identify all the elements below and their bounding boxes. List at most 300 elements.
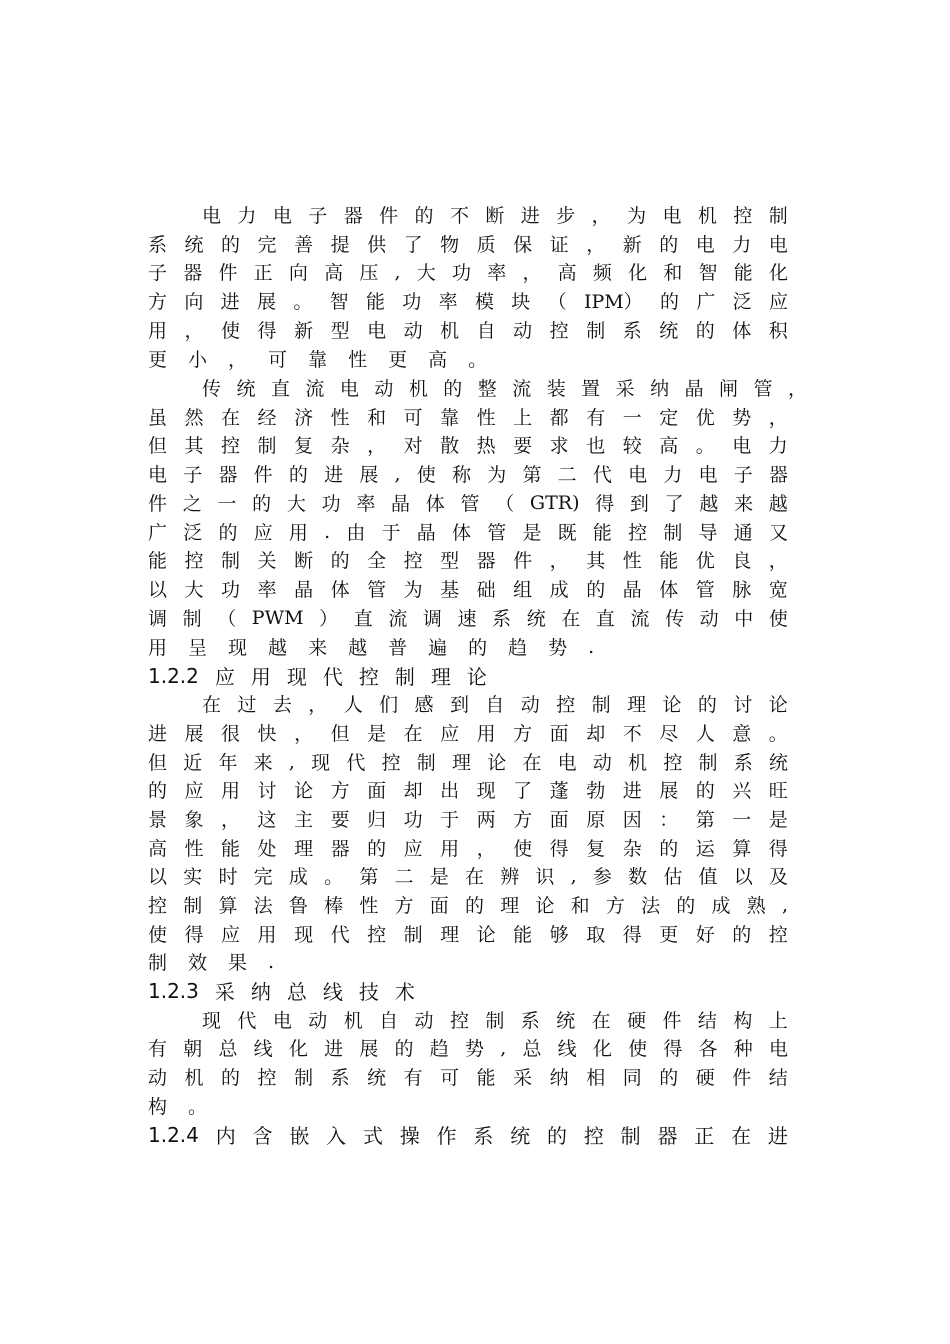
text-token: 理: [627, 694, 647, 716]
text-token: 人: [695, 723, 715, 745]
text-token: 。: [293, 291, 313, 313]
text-token: 势: [464, 1038, 484, 1060]
text-token: 有: [403, 1067, 423, 1089]
text-token: 制: [591, 694, 611, 716]
text-token: 件: [379, 205, 399, 227]
text-token: 过: [237, 694, 257, 716]
text-token: 模: [474, 291, 494, 313]
text-token: 件: [513, 550, 533, 572]
text-token: 相: [586, 1067, 606, 1089]
text-token: 第: [695, 809, 715, 831]
text-token: 功: [452, 262, 472, 284]
text-token: 率: [438, 291, 458, 313]
text-token: 用: [476, 723, 496, 745]
text-token: 1.2.2: [148, 663, 199, 688]
text-line: [148, 890, 788, 919]
text-token: 保: [513, 234, 533, 256]
text-token: 晶: [684, 378, 704, 400]
text-token: 越: [699, 493, 719, 515]
text-token: ，: [221, 809, 241, 831]
text-token: 电: [695, 234, 715, 256]
text-token: 力: [732, 234, 752, 256]
text-token: 论: [294, 780, 314, 802]
text-token: 控: [367, 924, 387, 946]
text-token: 年: [218, 752, 238, 774]
text-token: 置: [581, 378, 601, 400]
text-token: 论: [768, 694, 788, 716]
text-token: 制: [182, 608, 202, 630]
text-token: 良: [732, 550, 752, 572]
text-token: 原: [586, 809, 606, 831]
text-token: 控: [257, 1067, 277, 1089]
text-token: 用: [148, 320, 168, 342]
text-token: 结: [768, 1067, 788, 1089]
text-line: [148, 775, 788, 804]
text-token: 面: [367, 780, 387, 802]
text-line: [148, 229, 788, 258]
text-token: 成: [288, 866, 308, 888]
text-token: 的: [443, 378, 463, 400]
text-token: 得: [622, 924, 642, 946]
text-token: 讨: [257, 780, 277, 802]
text-token: 制: [416, 752, 436, 774]
text-token: 又: [768, 522, 788, 544]
text-token: 使: [513, 838, 533, 860]
text-token: 估: [663, 866, 683, 888]
text-token: 动: [403, 320, 423, 342]
text-token: 电: [148, 464, 168, 486]
text-token: 功: [402, 291, 422, 313]
text-line: [148, 430, 788, 459]
text-token: 硬: [627, 1010, 647, 1032]
text-token: 件: [148, 493, 168, 515]
text-token: 棒: [324, 895, 344, 917]
text-token: 型: [330, 320, 350, 342]
text-token: 的: [221, 234, 241, 256]
text-token: 证: [549, 234, 569, 256]
text-token: 力: [663, 464, 683, 486]
text-token: 一: [217, 493, 237, 515]
text-token: 称: [452, 464, 472, 486]
text-token: 系: [520, 1010, 540, 1032]
text-token: 控: [221, 435, 241, 457]
text-line: [148, 861, 788, 890]
text-token: 面: [429, 895, 449, 917]
text-token: 来: [253, 752, 273, 774]
text-token: 用: [221, 780, 241, 802]
text-token: 进: [622, 780, 642, 802]
text-token: 现: [311, 752, 331, 774]
text-line: [148, 1062, 788, 1091]
text-token: 果: [228, 952, 248, 974]
text-token: 制: [403, 924, 423, 946]
text-token: 在: [561, 608, 581, 630]
text-token: ，: [787, 378, 807, 400]
text-token: 1.2.3: [148, 978, 199, 1003]
text-token: 是: [429, 866, 449, 888]
text-token: 的: [414, 205, 434, 227]
text-token: 操: [399, 1124, 420, 1148]
text-token: 性: [622, 550, 642, 572]
text-token: 1.2.4: [148, 1122, 199, 1147]
text-token: 取: [586, 924, 606, 946]
text-token: 理: [500, 895, 520, 917]
text-line: [202, 689, 788, 718]
text-token: 控: [381, 752, 401, 774]
text-token: 意: [732, 723, 752, 745]
text-token: 动: [513, 320, 533, 342]
text-token: 宽: [768, 579, 788, 601]
text-token: 闸: [719, 378, 739, 400]
text-token: 成: [711, 895, 731, 917]
text-token: 其: [586, 550, 606, 572]
text-token: 为: [487, 464, 507, 486]
text-token: 快: [257, 723, 277, 745]
text-token: 要: [513, 435, 533, 457]
text-token: 流: [388, 608, 408, 630]
text-token: 和: [570, 895, 590, 917]
text-line: [148, 833, 788, 862]
text-token: 出: [440, 780, 460, 802]
text-token: 制: [394, 665, 415, 689]
text-token: 方: [513, 723, 533, 745]
text-token: ）: [319, 608, 339, 630]
text-token: 因: [622, 809, 642, 831]
text-token: 论: [466, 665, 487, 689]
text-token: IPM）: [583, 291, 643, 313]
text-token: 得: [595, 493, 615, 515]
text-line: [148, 632, 788, 661]
text-token: 勃: [586, 780, 606, 802]
text-token: 鲁: [288, 895, 308, 917]
text-token: 展: [256, 291, 276, 313]
text-token: 以: [733, 866, 753, 888]
text-token: 进: [148, 723, 168, 745]
text-token: 第: [522, 464, 542, 486]
text-token: .: [268, 950, 275, 973]
text-token: 术: [394, 980, 415, 1004]
text-token: 采: [214, 980, 235, 1004]
text-token: 率: [356, 493, 376, 515]
text-token: 动: [148, 1067, 168, 1089]
text-token: 调: [148, 608, 168, 630]
text-token: 同: [622, 1067, 642, 1089]
text-token: 的: [252, 493, 272, 515]
text-token: 动: [308, 1010, 328, 1032]
text-token: 完: [257, 234, 277, 256]
text-token: 应: [768, 291, 788, 313]
text-token: 其: [184, 435, 204, 457]
text-token: 硬: [695, 1067, 715, 1089]
text-token: 在: [591, 1010, 611, 1032]
text-token: 得: [184, 924, 204, 946]
text-token: 统: [236, 378, 256, 400]
text-token: 可: [268, 349, 288, 371]
text-token: 总: [286, 980, 307, 1004]
section-heading: [148, 976, 788, 1005]
text-token: 成: [549, 579, 569, 601]
text-token: 了: [664, 493, 684, 515]
text-token: 在: [522, 752, 542, 774]
text-token: 进: [324, 1038, 344, 1060]
text-token: 面: [549, 723, 569, 745]
text-token: 通: [733, 522, 753, 544]
text-token: ，: [768, 407, 788, 429]
text-token: 使: [768, 608, 788, 630]
text-token: 组: [513, 579, 533, 601]
text-token: 流: [305, 378, 325, 400]
text-token: 的: [464, 895, 484, 917]
text-token: 及: [768, 866, 788, 888]
text-token: 杂: [330, 435, 350, 457]
text-token: 。: [324, 866, 344, 888]
text-token: 各: [698, 1038, 718, 1060]
text-token: 构: [148, 1096, 168, 1118]
text-token: 势: [548, 637, 568, 659]
text-token: 智: [329, 291, 349, 313]
text-token: 更: [388, 349, 408, 371]
text-token: 构: [733, 1010, 753, 1032]
text-token: 应: [214, 665, 235, 689]
text-token: 散: [440, 435, 460, 457]
text-token: 二: [394, 866, 414, 888]
text-line: [148, 919, 788, 948]
text-token: ，: [294, 723, 314, 745]
text-token: 直: [353, 608, 373, 630]
text-token: 普: [388, 637, 408, 659]
text-token: 结: [697, 1010, 717, 1032]
text-token: 的: [394, 1038, 414, 1060]
text-token: 但: [330, 723, 350, 745]
text-token: 器: [330, 838, 350, 860]
text-token: 电: [367, 320, 387, 342]
text-token: 也: [586, 435, 606, 457]
text-token: 动: [520, 694, 540, 716]
text-token: 统: [768, 752, 788, 774]
text-token: 机: [408, 378, 428, 400]
text-token: 率: [257, 579, 277, 601]
text-token: 却: [586, 723, 606, 745]
text-token: 的: [367, 838, 387, 860]
text-token: 电: [628, 464, 648, 486]
text-token: 系: [622, 320, 642, 342]
text-line: [148, 402, 788, 431]
text-token: ，: [591, 205, 611, 227]
text-token: 的: [586, 579, 606, 601]
text-token: 控: [556, 694, 576, 716]
text-token: 控: [148, 895, 168, 917]
text-token: 展: [659, 780, 679, 802]
text-token: 脉: [732, 579, 752, 601]
text-token: 晶: [622, 579, 642, 601]
text-token: 电: [662, 205, 682, 227]
text-token: 应: [221, 924, 241, 946]
text-token: 制: [183, 895, 203, 917]
text-token: 制: [663, 522, 683, 544]
text-token: 不: [622, 723, 642, 745]
text-token: 管: [695, 579, 715, 601]
text-token: 件: [662, 1010, 682, 1032]
text-token: 大: [416, 262, 436, 284]
text-token: 了: [403, 234, 423, 256]
text-token: 靠: [308, 349, 328, 371]
text-token: 体: [659, 579, 679, 601]
text-token: 系: [473, 1124, 494, 1148]
text-token: 电: [272, 205, 292, 227]
text-token: 系: [492, 608, 512, 630]
text-token: 晶: [294, 579, 314, 601]
text-token: 实: [183, 866, 203, 888]
text-token: 遍: [428, 637, 448, 659]
text-token: 方: [513, 809, 533, 831]
text-token: 求: [549, 435, 569, 457]
text-token: 器: [657, 1124, 678, 1148]
text-token: 子: [183, 464, 203, 486]
text-line: [148, 286, 788, 315]
text-token: 高: [324, 262, 344, 284]
text-token: 式: [362, 1124, 383, 1148]
text-token: 压: [359, 262, 379, 284]
text-token: 方: [605, 895, 625, 917]
text-token: 一: [622, 407, 642, 429]
text-line: [148, 488, 788, 517]
text-token: 采: [615, 378, 635, 400]
text-line: [148, 747, 788, 776]
text-token: 化: [768, 262, 788, 284]
text-token: 高: [557, 262, 577, 284]
text-token: 系: [733, 752, 753, 774]
text-token: 采: [513, 1067, 533, 1089]
text-token: 应: [440, 723, 460, 745]
text-token: 较: [622, 435, 642, 457]
text-token: 高: [659, 435, 679, 457]
text-token: 理: [294, 838, 314, 860]
text-token: 能: [148, 550, 168, 572]
text-token: 纳: [549, 1067, 569, 1089]
text-token: 广: [148, 522, 168, 544]
text-token: 导: [698, 522, 718, 544]
text-token: 代: [330, 924, 350, 946]
text-token: ,: [500, 1036, 507, 1059]
text-token: 能: [592, 522, 612, 544]
text-token: 的: [732, 924, 752, 946]
text-token: 础: [476, 579, 496, 601]
text-token: 机: [343, 1010, 363, 1032]
text-token: ，: [228, 349, 248, 371]
text-line: [202, 1005, 788, 1034]
text-token: 整: [477, 378, 497, 400]
text-token: 两: [476, 809, 496, 831]
text-token: 统: [556, 1010, 576, 1032]
text-line: [148, 315, 788, 344]
text-token: 断: [294, 550, 314, 572]
text-token: 控: [768, 924, 788, 946]
text-token: 善: [294, 234, 314, 256]
text-token: 可: [440, 1067, 460, 1089]
text-token: 但: [148, 752, 168, 774]
text-token: 器: [476, 550, 496, 572]
text-token: 广: [696, 291, 716, 313]
text-token: PWM: [251, 606, 304, 629]
text-line: [148, 257, 788, 286]
text-token: 然: [184, 407, 204, 429]
text-token: 电: [557, 752, 577, 774]
text-token: 电: [202, 205, 222, 227]
text-token: （: [217, 608, 237, 630]
text-token: 传: [665, 608, 685, 630]
text-line: [202, 373, 807, 402]
text-token: 电: [698, 464, 718, 486]
text-token: 控: [403, 550, 423, 572]
text-token: 在: [731, 1124, 752, 1148]
text-token: 。: [468, 349, 488, 371]
text-token: 算: [218, 895, 238, 917]
text-token: 晶: [416, 522, 436, 544]
text-token: 制: [768, 205, 788, 227]
text-token: 作: [436, 1124, 457, 1148]
text-token: 动: [699, 608, 719, 630]
text-token: 总: [218, 1038, 238, 1060]
text-token: 向: [288, 262, 308, 284]
text-token: 用: [148, 637, 168, 659]
text-token: 在: [464, 866, 484, 888]
text-token: 使: [628, 1038, 648, 1060]
text-token: 控: [358, 665, 379, 689]
text-token: 定: [659, 407, 679, 429]
text-token: 器: [183, 262, 203, 284]
text-token: 流: [512, 378, 532, 400]
section-heading: [148, 661, 788, 690]
text-token: 们: [379, 694, 399, 716]
text-token: 件: [253, 464, 273, 486]
text-token: ,: [288, 750, 295, 773]
text-token: 性: [359, 895, 379, 917]
text-token: 感: [414, 694, 434, 716]
text-token: 大: [286, 493, 306, 515]
text-token: 泛: [732, 291, 752, 313]
text-token: 管: [367, 579, 387, 601]
text-token: 制: [221, 550, 241, 572]
text-token: ，: [586, 234, 606, 256]
text-token: 的: [547, 1124, 568, 1148]
text-token: 有: [586, 407, 606, 429]
text-token: ,: [394, 260, 401, 283]
text-token: 装: [546, 378, 566, 400]
text-token: 电: [272, 1010, 292, 1032]
text-token: 现: [294, 924, 314, 946]
text-token: 朝: [183, 1038, 203, 1060]
text-token: ,: [570, 864, 577, 887]
text-token: 器: [218, 464, 238, 486]
text-token: 运: [695, 838, 715, 860]
text-token: ，: [184, 320, 204, 342]
text-token: 内: [215, 1124, 236, 1148]
text-token: 越: [268, 637, 288, 659]
text-token: 的: [330, 550, 350, 572]
text-token: 入: [326, 1124, 347, 1148]
text-token: 理: [452, 752, 472, 774]
text-token: ，: [549, 550, 569, 572]
text-token: 是: [768, 809, 788, 831]
text-token: 的: [659, 234, 679, 256]
text-token: 系: [330, 1067, 350, 1089]
text-token: 化: [628, 262, 648, 284]
text-token: 管: [487, 522, 507, 544]
text-token: 控: [733, 205, 753, 227]
text-token: ，: [367, 435, 387, 457]
text-token: 到: [629, 493, 649, 515]
text-token: 的: [218, 522, 238, 544]
